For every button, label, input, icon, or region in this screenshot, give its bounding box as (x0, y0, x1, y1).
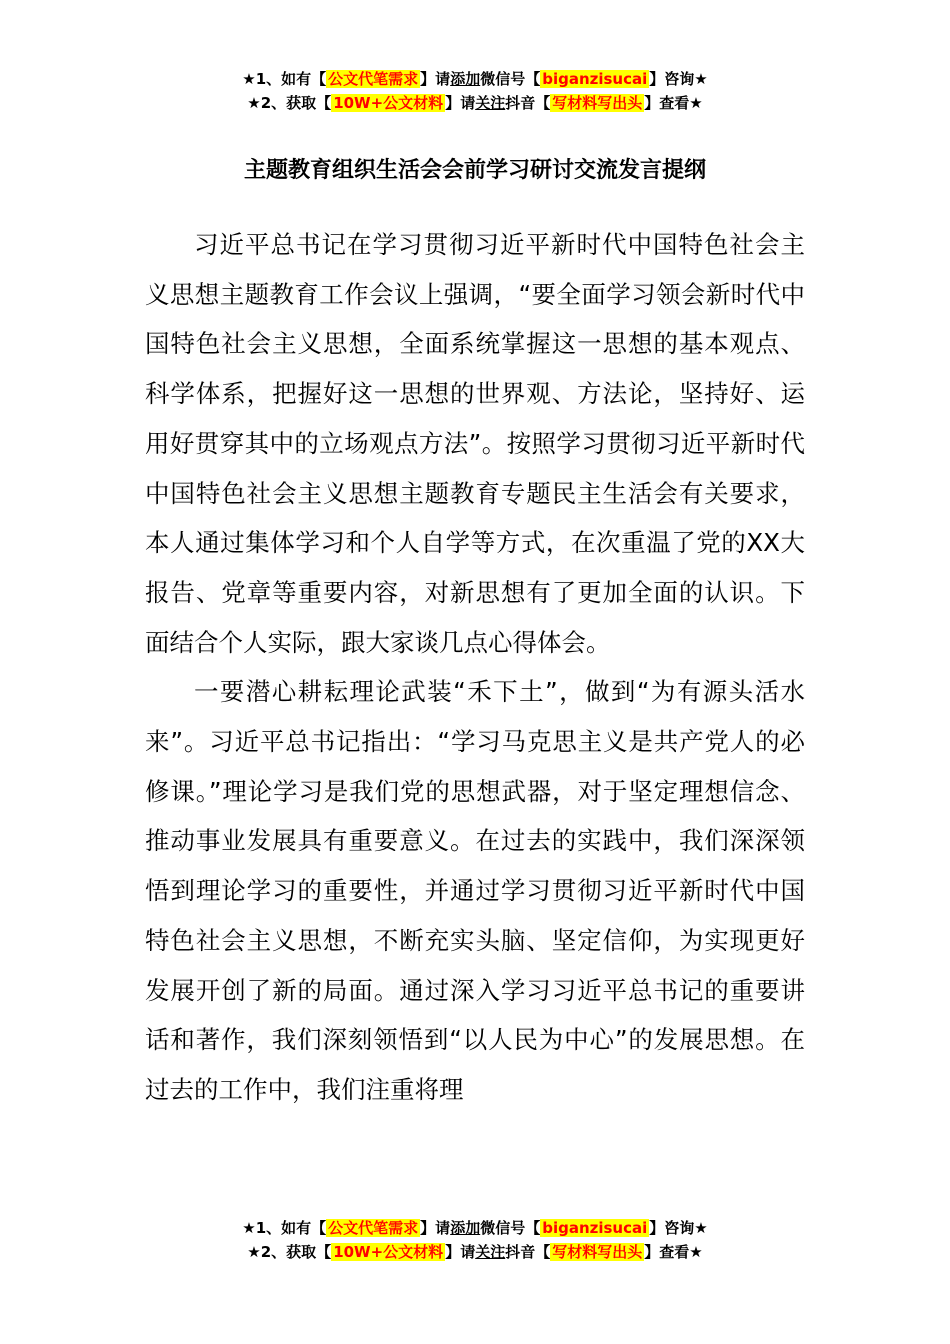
header-banner (0, 67, 950, 115)
document-body (145, 220, 805, 1115)
banner-underlined: 关注 (475, 94, 506, 112)
footer-banner (0, 1216, 950, 1264)
banner-text: ★1、如有【 (242, 1219, 327, 1237)
banner-text: ★2、获取【 (247, 94, 332, 112)
banner-text: 】咨询★ (649, 70, 708, 88)
banner-highlight: 公文代笔需求 (328, 1219, 419, 1237)
banner-line-1 (0, 67, 950, 91)
banner-text: ★2、获取【 (247, 1243, 332, 1261)
banner-underlined: 添加 (450, 1219, 481, 1237)
paragraph: 习近平总书记在学习贯彻习近平新时代中国特色社会主义思想主题教育工作会议上强调，“要全面学习领会新时代中国特色社会主义思想，全面系统掌握这一思想的基本观点、科学体系，把握好这一思想的世界观、方法论，坚持好、运用好贯穿其中的立场观点方法”。按照学习贯彻习近平新时代中国特色社会主义思想主题教育专题民主生活会有关要求，本人通过集体学习和个人自学等方式，在次重温了党的XX大报告、党章等重要内容，对新思想有了更加全面的认识。下面结合个人实际，跟大家谈几点心得体会。 (145, 230, 805, 657)
banner-text: 】请 (420, 1219, 451, 1237)
banner-text: 微信号【 (480, 70, 541, 88)
banner-line-2 (0, 91, 950, 115)
banner-text: 】请 (420, 70, 451, 88)
banner-text: ★1、如有【 (242, 70, 327, 88)
banner-highlight: 写材料写出头 (552, 1243, 643, 1261)
banner-highlight: 10W+公文材料 (333, 94, 444, 112)
banner-line-2 (0, 1240, 950, 1264)
banner-highlight: 10W+公文材料 (333, 1243, 444, 1261)
banner-text: 微信号【 (480, 1219, 541, 1237)
banner-highlight: biganzisucai (542, 1219, 648, 1237)
banner-highlight: 公文代笔需求 (328, 70, 419, 88)
banner-underlined: 添加 (450, 70, 481, 88)
banner-line-1 (0, 1216, 950, 1240)
banner-text: 抖音【 (505, 94, 551, 112)
paragraph: 一要潜心耕耘理论武装“禾下土”，做到“为有源头活水来”。习近平总书记指出：“学习马克思主义是共产党人的必修课。”理论学习是我们党的思想武器，对于坚定理想信念、推动事业发展具有重要意义。在过去的实践中，我们深深领悟到理论学习的重要性，并通过学习贯彻习近平新时代中国特色社会主义思想，不断充实头脑、坚定信仰，为实现更好发展开创了新的局面。通过深入学习习近平总书记的重要讲话和著作，我们深刻领悟到“以人民为中心”的发展思想。在过去的工作中，我们注重将理 (145, 677, 805, 1104)
banner-underlined: 关注 (475, 1243, 506, 1261)
banner-text: 抖音【 (505, 1243, 551, 1261)
banner-text: 】查看★ (644, 94, 703, 112)
banner-text: 】咨询★ (649, 1219, 708, 1237)
banner-text: 】请 (445, 1243, 476, 1261)
banner-highlight: 写材料写出头 (552, 94, 643, 112)
banner-text: 】请 (445, 94, 476, 112)
document-title: 主题教育组织生活会会前学习研讨交流发言提纲 (243, 158, 706, 183)
banner-highlight: biganzisucai (542, 70, 648, 88)
banner-text: 】查看★ (644, 1243, 703, 1261)
